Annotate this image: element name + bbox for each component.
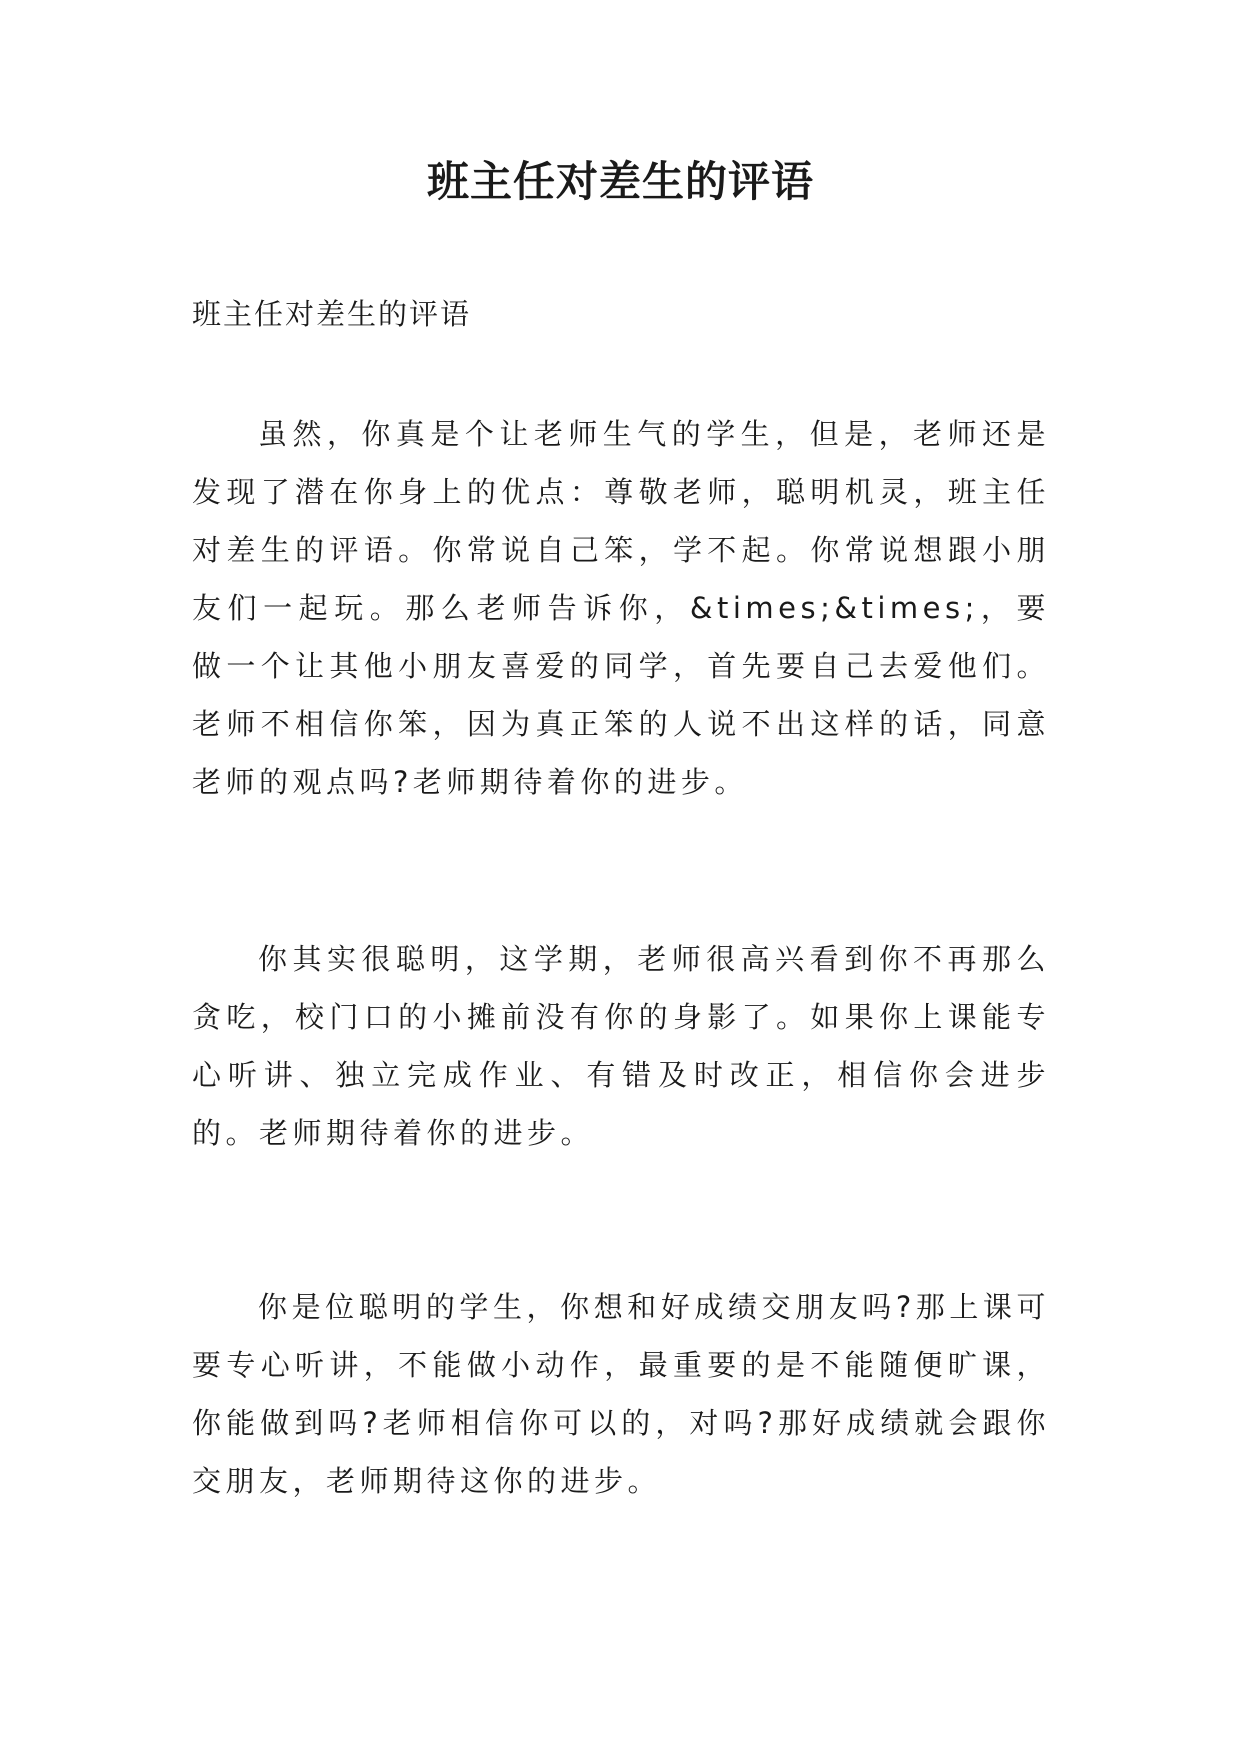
page-title: 班主任对差生的评语 bbox=[426, 157, 814, 206]
paragraph-2: 你其实很聪明，这学期，老师很高兴看到你不再那么贪吃，校门口的小摊前没有你的身影了。如果你上课能专心听讲、独立完成作业、有错及时改正，相信你会进步的。老师期待着你的进步。 bbox=[192, 942, 1050, 1150]
paragraph-3: 你是位聪明的学生，你想和好成绩交朋友吗?那上课可要专心听讲，不能做小动作，最重要的是不能随便旷课，你能做到吗?老师相信你可以的，对吗?那好成绩就会跟你交朋友，老师期待这你的进步。 bbox=[192, 1290, 1050, 1498]
paragraph-1: 虽然，你真是个让老师生气的学生，但是，老师还是发现了潜在你身上的优点：尊敬老师，聪明机灵，班主任对差生的评语。你常说自己笨，学不起。你常说想跟小朋友们一起玩。那么老师告诉你，&times;&times;，要做一个让其他小朋友喜爱的同学，首先要自己去爱他们。老师不相信你笨，因为真正笨的人说不出这样的话，同意老师的观点吗?老师期待着你的进步。 bbox=[192, 417, 1050, 799]
document-subtitle: 班主任对差生的评语 bbox=[192, 297, 472, 331]
